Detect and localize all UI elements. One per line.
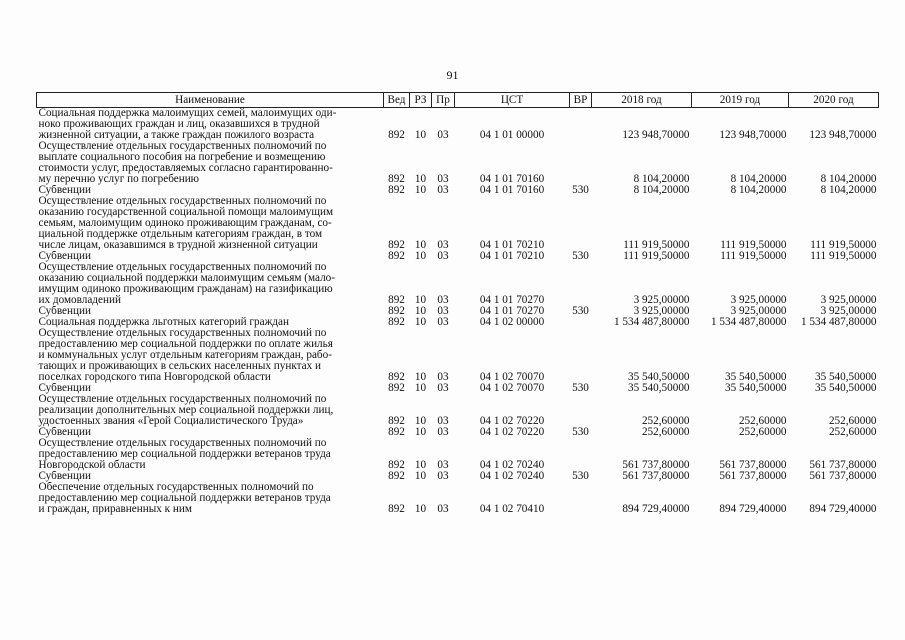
row-ved: 892: [388, 306, 405, 317]
column-header-pr: Пр: [432, 93, 455, 108]
table-row: [37, 185, 879, 196]
row-name: Субвенции: [38, 383, 91, 394]
row-amount-2020: 3 925,00000: [820, 294, 877, 306]
row-amount-2018: 111 919,50000: [623, 251, 690, 262]
row-cst: 04 1 01 70210: [479, 251, 545, 262]
table-row: [37, 471, 879, 482]
row-ved: 892: [388, 471, 405, 482]
column-header-cst: ЦСТ: [455, 93, 570, 108]
row-name: Субвенции: [38, 306, 91, 317]
row-pr: 03: [437, 471, 449, 482]
row-amount-2019: 8 104,20000: [730, 185, 787, 196]
row-cst: 04 1 02 70240: [479, 471, 545, 482]
row-amount-2020: 35 540,50000: [814, 383, 877, 394]
row-cst: 04 1 01 70270: [479, 294, 545, 306]
row-ved: 892: [388, 251, 405, 262]
row-amount-2020: 561 737,80000: [809, 471, 877, 482]
row-ved: 892: [388, 371, 405, 383]
row-amount-2019: 123 948,70000: [719, 129, 787, 141]
row-pr: 03: [437, 383, 449, 394]
row-name: Осуществление отдельных государственных полномочий по предоставлению мер социальной поддержки ветеранов труда Новгородской области: [38, 438, 331, 471]
row-amount-2018: 894 729,40000: [622, 503, 690, 515]
row-cst: 04 1 02 70220: [479, 415, 545, 427]
table-body: [37, 108, 879, 516]
row-vr: 530: [572, 251, 589, 262]
row-amount-2019: 252,60000: [738, 427, 787, 438]
row-amount-2020: 1 534 487,80000: [800, 317, 877, 328]
row-ved: 892: [388, 173, 405, 185]
row-ved: 892: [388, 503, 405, 515]
row-pr: 03: [437, 371, 449, 383]
row-vr: [570, 438, 592, 471]
table-row: [37, 394, 879, 427]
row-rz: 10: [414, 306, 427, 317]
table-row: [37, 383, 879, 394]
column-header-2019: 2019 год: [692, 93, 789, 108]
row-cst: 04 1 01 00000: [479, 129, 545, 141]
row-pr: 03: [437, 306, 449, 317]
row-amount-2020: 894 729,40000: [809, 503, 877, 515]
row-pr: 03: [437, 173, 449, 185]
row-pr: 03: [437, 503, 449, 515]
row-rz: 10: [414, 415, 427, 427]
row-ved: 892: [388, 383, 405, 394]
row-ved: 892: [388, 185, 405, 196]
row-pr: 03: [437, 294, 449, 306]
column-header-2018: 2018 год: [592, 93, 692, 108]
row-pr: 03: [437, 239, 449, 251]
row-amount-2018: 252,60000: [641, 427, 690, 438]
row-amount-2019: 1 534 487,80000: [710, 317, 787, 328]
row-rz: 10: [414, 427, 427, 438]
row-ved: 892: [388, 459, 405, 471]
table-row: [37, 438, 879, 471]
row-pr: 03: [437, 185, 449, 196]
row-amount-2019: 561 737,80000: [719, 471, 787, 482]
row-pr: 03: [437, 427, 449, 438]
row-rz: 10: [414, 129, 427, 141]
row-amount-2018: 252,60000: [641, 415, 690, 427]
row-vr: [570, 482, 592, 515]
column-header-ved: Вед: [384, 93, 410, 108]
row-ved: 892: [388, 427, 405, 438]
row-name: Социальная поддержка малоимущих семей, малоимущих оди- ноко проживающих граждан и лиц, оказавшихся в трудной жизненной ситуации, а также граждан пожилого возраста: [38, 107, 337, 141]
row-amount-2019: 894 729,40000: [719, 503, 787, 515]
row-ved: 892: [388, 239, 405, 251]
table-row: [37, 141, 879, 185]
row-rz: 10: [414, 503, 427, 515]
row-cst: 04 1 02 70070: [479, 371, 545, 383]
row-pr: 03: [437, 251, 449, 262]
table-row: [37, 328, 879, 383]
row-rz: 10: [414, 371, 427, 383]
row-cst: 04 1 02 70410: [479, 503, 545, 515]
row-name: Осуществление отдельных государственных полномочий по оказанию государственной социальной помощи малоимущим семьям, малоимущим одиноко проживающим гражданам, со- циальной поддержке отдельным категориям граждан, в том числе лицам, оказавшимся в трудной жизненной ситуации: [38, 196, 334, 251]
row-amount-2019: 3 925,00000: [730, 294, 787, 306]
row-amount-2018: 8 104,20000: [633, 185, 690, 196]
row-amount-2018: 35 540,50000: [627, 371, 690, 383]
row-rz: 10: [414, 317, 427, 328]
row-amount-2020: 111 919,50000: [810, 239, 877, 251]
row-rz: 10: [414, 251, 427, 262]
table-header-row: [37, 93, 879, 108]
row-amount-2020: 123 948,70000: [809, 129, 877, 141]
row-rz: 10: [414, 173, 427, 185]
row-pr: 03: [437, 459, 449, 471]
row-vr: 530: [572, 383, 589, 394]
row-amount-2019: 111 919,50000: [720, 239, 787, 251]
table-row: [37, 427, 879, 438]
table-row: [37, 196, 879, 251]
column-header-rz: РЗ: [410, 93, 432, 108]
row-cst: 04 1 02 70070: [479, 383, 545, 394]
row-vr: 530: [572, 471, 589, 482]
table-row: [37, 251, 879, 262]
row-vr: 530: [572, 185, 589, 196]
row-vr: [570, 262, 592, 306]
row-amount-2018: 111 919,50000: [623, 239, 690, 251]
row-amount-2019: 111 919,50000: [720, 251, 787, 262]
row-vr: [570, 141, 592, 185]
budget-table: [36, 92, 879, 515]
row-amount-2019: 561 737,80000: [719, 459, 787, 471]
row-amount-2019: 252,60000: [738, 415, 787, 427]
row-name: Социальная поддержка льготных категорий граждан: [38, 317, 289, 328]
table-row: [37, 317, 879, 328]
row-rz: 10: [414, 383, 427, 394]
row-rz: 10: [414, 185, 427, 196]
row-name: Осуществление отдельных государственных полномочий по оказанию социальной поддержки малоимущим семьям (мало- имущим одиноко проживающим гражданам) на газификацию их домовладений: [38, 262, 335, 306]
row-ved: 892: [388, 317, 405, 328]
row-vr: [570, 328, 592, 383]
row-cst: 04 1 01 70210: [479, 239, 545, 251]
row-name: Субвенции: [38, 427, 91, 438]
row-vr: [570, 394, 592, 427]
row-amount-2018: 3 925,00000: [633, 306, 690, 317]
row-name: Субвенции: [38, 185, 91, 196]
row-ved: 892: [388, 129, 405, 141]
row-cst: 04 1 01 70160: [479, 185, 545, 196]
row-amount-2020: 252,60000: [828, 415, 877, 427]
row-amount-2019: 3 925,00000: [730, 306, 787, 317]
row-amount-2018: 561 737,80000: [622, 471, 690, 482]
row-amount-2018: 1 534 487,80000: [613, 317, 690, 328]
row-ved: 892: [388, 294, 405, 306]
row-ved: 892: [388, 415, 405, 427]
table-row: [37, 262, 879, 306]
row-amount-2019: 35 540,50000: [724, 383, 787, 394]
table-row: [37, 108, 879, 142]
row-amount-2020: 8 104,20000: [820, 173, 877, 185]
table-row: [37, 482, 879, 515]
row-amount-2020: 3 925,00000: [820, 306, 877, 317]
row-name: Осуществление отдельных государственных полномочий по выплате социального пособия на погребение и возмещению стоимости услуг, предоставляемых согласно гарантированно- му перечню услуг по погребению: [38, 141, 333, 185]
row-vr: [570, 108, 592, 142]
row-name: Обеспечение отдельных государственных полномочий по предоставлению мер социальной поддержки ветеранов труда и граждан, приравненных к ним: [38, 482, 331, 515]
row-amount-2018: 35 540,50000: [627, 383, 690, 394]
row-vr: [570, 196, 592, 251]
row-cst: 04 1 01 70270: [479, 306, 545, 317]
column-header-2020: 2020 год: [789, 93, 879, 108]
row-amount-2020: 252,60000: [828, 427, 877, 438]
row-amount-2018: 8 104,20000: [633, 173, 690, 185]
row-cst: 04 1 02 70240: [479, 459, 545, 471]
row-amount-2020: 561 737,80000: [809, 459, 877, 471]
row-amount-2018: 561 737,80000: [622, 459, 690, 471]
row-vr: [570, 317, 592, 328]
row-name: Субвенции: [38, 471, 91, 482]
row-rz: 10: [414, 459, 427, 471]
row-amount-2018: 123 948,70000: [622, 129, 690, 141]
row-amount-2020: 35 540,50000: [814, 371, 877, 383]
row-name: Субвенции: [38, 251, 91, 262]
table-row: [37, 306, 879, 317]
column-header-name: Наименование: [37, 93, 384, 108]
row-amount-2019: 8 104,20000: [730, 173, 787, 185]
row-amount-2020: 8 104,20000: [820, 185, 877, 196]
row-amount-2019: 35 540,50000: [724, 371, 787, 383]
row-amount-2020: 111 919,50000: [810, 251, 877, 262]
row-name: Осуществление отдельных государственных полномочий по предоставлению мер социальной поддержки по оплате жилья и коммунальных услуг отдельным категориям граждан, рабо- тающих и проживающих в сельских населенных пунктах и поселках городского типа Новгородской области: [38, 328, 333, 383]
column-header-vr: ВР: [570, 93, 592, 108]
row-pr: 03: [437, 415, 449, 427]
row-pr: 03: [437, 317, 449, 328]
row-cst: 04 1 01 70160: [479, 173, 545, 185]
row-rz: 10: [414, 239, 427, 251]
row-rz: 10: [414, 471, 427, 482]
page-number: 91: [446, 68, 459, 82]
row-vr: 530: [572, 427, 589, 438]
row-rz: 10: [414, 294, 427, 306]
row-vr: 530: [572, 306, 589, 317]
row-pr: 03: [437, 129, 449, 141]
row-cst: 04 1 02 00000: [479, 317, 545, 328]
row-name: Осуществление отдельных государственных полномочий по реализации дополнительных мер социальной поддержки лиц, удостоенных звания «Герой Социалистического Труда»: [38, 394, 334, 427]
row-cst: 04 1 02 70220: [479, 427, 545, 438]
row-amount-2018: 3 925,00000: [633, 294, 690, 306]
